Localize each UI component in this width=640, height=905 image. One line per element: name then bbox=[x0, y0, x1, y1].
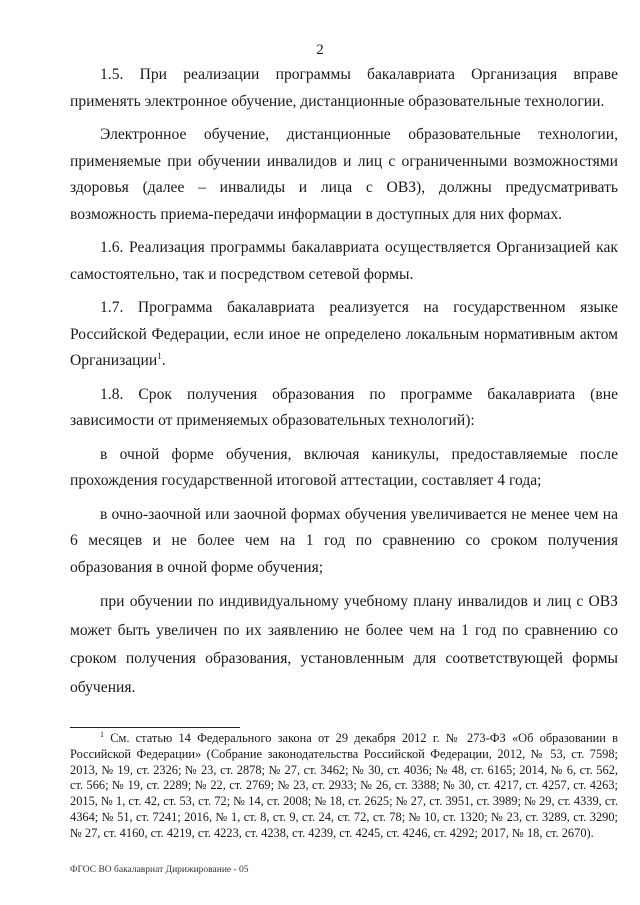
footnote-text: См. статью 14 Федерального закона от 29 декабря 2012 г. № 273-ФЗ «Об образовании в Российской Федерации» (Собрание законодательства Российской Федерации, 2012, № 53, ст. 7598; 2013, № 19, ст. 2326; № 23, ст. 2878; № 27, ст. 3462; № 30, ст. 4036; № 48, ст. 6165; 2014, № 6, ст. 562, ст. 566; № 19, ст. 2289; № 22, ст. 2769; № 23, ст. 2933; № 26, ст. 3388; № 30, ст. 4217, ст. 4257, ст. 4263; 2015, № 1, ст. 42, ст. 53, ст. 72; № 14, ст. 2008; № 18, ст. 2625; № 27, ст. 3951, ст. 3989; № 29, ст. 4339, ст. 4364; № 51, ст. 7241; 2016, № 1, ст. 8, ст. 9, ст. 24, ст. 72, ст. 78; № 10, ст. 1320; № 23, ст. 3289, ст. 3290; № 27, ст. 4160, ст. 4219, ст. 4223, ст. 4238, ст. 4239, ст. 4245, ст. 4246, ст. 4292; 2017, № 18, ст. 2670). bbox=[70, 731, 618, 840]
paragraph-1-7 bbox=[70, 295, 618, 375]
paragraph-1-8: 1.8. Срок получения образования по программе бакалавриата (вне зависимости от применяемых образовательных технологий): bbox=[70, 385, 618, 429]
paragraph-1-7-period: . bbox=[161, 352, 166, 369]
paragraph-distance-learning: Электронное обучение, дистанционные образовательные технологии, применяемые при обучении инвалидов и лиц с ограниченными возможностями здоровья (далее – инвалиды и лица с ОВЗ), должны предусматривать возможность приема-передачи информации в доступных для них формах. bbox=[70, 126, 618, 223]
paragraph-part-time-term: в очно-заочной или заочной формах обучения увеличивается не менее чем на 6 месяцев и не более чем на 1 год по сравнению со сроком получения образования в очной форме обучения; bbox=[70, 505, 618, 576]
footnote-reference[interactable]: 1 bbox=[157, 350, 162, 361]
paragraph-1-7-text: 1.7. Программа бакалавриата реализуется на государственном языке Российской Федерации, если иное не определено локальным нормативным актом Организации bbox=[70, 299, 618, 369]
page-footer: ФГОС ВО бакалавриат Дирижирование - 05 bbox=[70, 865, 249, 875]
paragraph-individual-plan-term: при обучении по индивидуальному учебному плану инвалидов и лиц с ОВЗ может быть увеличен по их заявлению не более чем на 1 год по сравнению со сроком получения образования, установленным для соответствующей формы обучения. bbox=[70, 593, 618, 696]
page-number: 2 bbox=[316, 42, 324, 58]
footnote-marker: 1 bbox=[100, 729, 104, 739]
paragraph-1-5: 1.5. При реализации программы бакалавриата Организация вправе применять электронное обучение, дистанционные образовательные технологии. bbox=[70, 66, 618, 110]
footnote-separator bbox=[70, 727, 240, 728]
footnote bbox=[70, 731, 618, 842]
document-body bbox=[70, 62, 618, 709]
paragraph-full-time-term: в очной форме обучения, включая каникулы, предоставляемые после прохождения государственной итоговой аттестации, составляет 4 года; bbox=[70, 445, 618, 489]
paragraph-1-6: 1.6. Реализация программы бакалавриата осуществляется Организацией как самостоятельно, так и посредством сетевой формы. bbox=[70, 239, 618, 283]
